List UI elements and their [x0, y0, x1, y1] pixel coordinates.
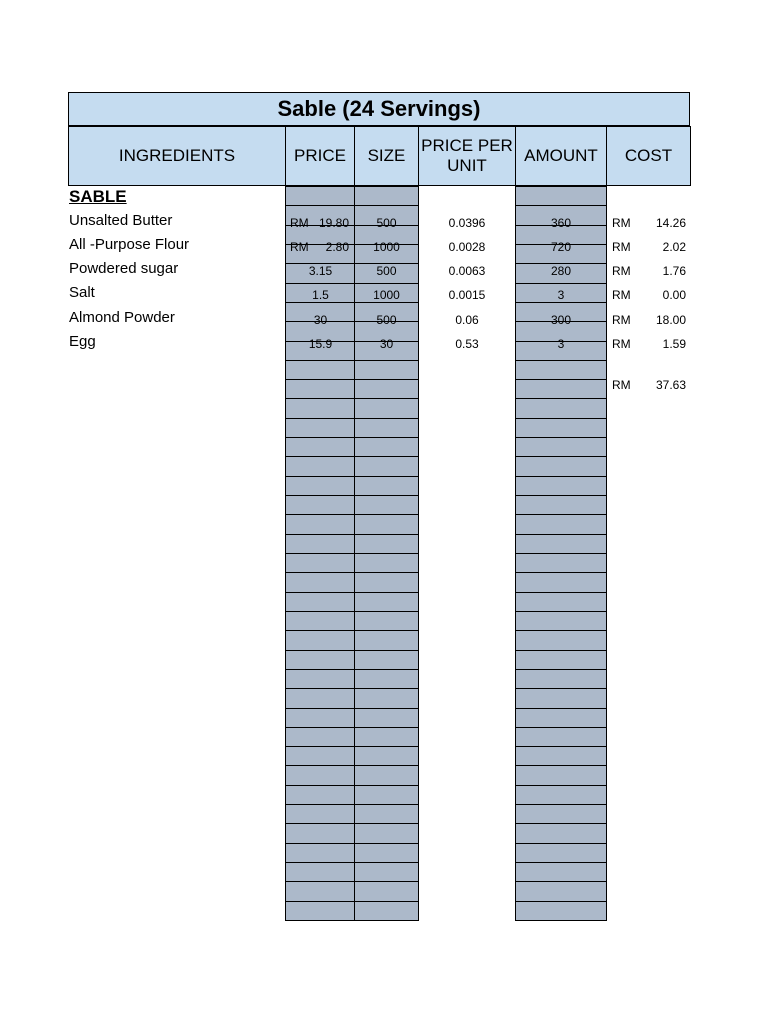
grid-hline — [515, 456, 607, 457]
cost-currency: RM — [612, 337, 631, 351]
grid-hline — [285, 843, 419, 844]
size-value: 1000 — [373, 288, 400, 302]
grid-hline — [515, 437, 607, 438]
price-per-unit-value: 0.53 — [455, 337, 479, 351]
cost-value: 14.26 — [655, 216, 686, 230]
grid-hline — [515, 746, 607, 747]
grid-hline — [515, 669, 607, 670]
amount-value: 3 — [557, 288, 565, 302]
grid-hline — [285, 476, 419, 477]
grid-hline — [515, 495, 607, 496]
header-ingredients: INGREDIENTS — [68, 126, 286, 186]
price-per-unit-value: 0.0028 — [448, 240, 486, 254]
grid-hline — [285, 186, 419, 187]
grid-hline — [515, 901, 607, 902]
grid-hline — [515, 534, 607, 535]
price-value: 1.5 — [312, 288, 329, 302]
grid-hline — [285, 283, 419, 284]
cost-value: 1.59 — [662, 337, 686, 351]
grid-hline — [285, 360, 419, 361]
grid-hline — [285, 765, 419, 766]
section-label: SABLE — [69, 187, 127, 206]
grid-hline — [285, 688, 419, 689]
grid-hline — [285, 650, 419, 651]
grid-hline — [285, 572, 419, 573]
grid-hline — [285, 437, 419, 438]
grid-hline — [285, 534, 419, 535]
size-value: 1000 — [373, 240, 400, 254]
ingredient-name: Almond Powder — [69, 309, 175, 326]
grid-hline — [285, 514, 419, 515]
header-price-per-unit — [418, 126, 516, 186]
grid-hline — [515, 804, 607, 805]
grid-hline — [285, 418, 419, 419]
grid-hline — [515, 398, 607, 399]
grid-hline — [515, 708, 607, 709]
amount-value: 300 — [550, 313, 572, 327]
grid-hline — [515, 785, 607, 786]
grid-hline — [515, 360, 607, 361]
grid-hline — [515, 379, 607, 380]
grid-hline — [515, 553, 607, 554]
cost-value: 18.00 — [655, 313, 686, 327]
amount-value: 720 — [550, 240, 572, 254]
grid-hline — [285, 669, 419, 670]
grid-hline — [515, 765, 607, 766]
grid-hline — [515, 881, 607, 882]
price-currency: RM — [290, 240, 309, 254]
price-value: 30 — [313, 313, 328, 327]
grid-hline — [515, 650, 607, 651]
grid-hline — [285, 746, 419, 747]
amount-value: 360 — [550, 216, 572, 230]
price-per-unit-value: 0.06 — [455, 313, 479, 327]
price-per-unit-value: 0.0063 — [448, 264, 486, 278]
grid-hline — [285, 823, 419, 824]
grid-hline — [515, 843, 607, 844]
ingredient-name: All -Purpose Flour — [69, 236, 190, 253]
header-price-per-unit-line1: PRICE PER — [421, 136, 513, 155]
size-value: 500 — [376, 313, 397, 327]
price-value: 3.15 — [308, 264, 333, 278]
grid-hline — [285, 398, 419, 399]
ingredient-name: Salt — [69, 284, 95, 301]
price-per-unit-value: 0.0015 — [448, 288, 486, 302]
grid-hline — [285, 630, 419, 631]
size-value: 500 — [376, 216, 397, 230]
grid-hline — [515, 205, 607, 206]
cost-value: 2.02 — [662, 240, 686, 254]
header-size: SIZE — [354, 126, 419, 186]
cost-value: 0.00 — [662, 288, 686, 302]
grid-hline — [285, 708, 419, 709]
grid-hline — [515, 476, 607, 477]
total-currency: RM — [612, 378, 631, 392]
ingredient-name: Unsalted Butter — [69, 212, 173, 229]
ingredient-name: Powdered sugar — [69, 260, 179, 277]
price-value: 15.9 — [308, 337, 333, 351]
grid-hline — [285, 862, 419, 863]
grid-hline — [285, 611, 419, 612]
amount-value: 280 — [550, 264, 572, 278]
cost-currency: RM — [612, 313, 631, 327]
grid-hline — [285, 785, 419, 786]
grid-hline — [515, 862, 607, 863]
grid-hline — [515, 418, 607, 419]
grid-hline — [515, 630, 607, 631]
grid-hline — [285, 804, 419, 805]
cost-currency: RM — [612, 264, 631, 278]
grid-hline — [515, 572, 607, 573]
header-amount: AMOUNT — [515, 126, 607, 186]
header-price-per-unit-line2: UNIT — [447, 156, 487, 175]
grid-hline — [515, 283, 607, 284]
price-value: 19.80 — [318, 216, 349, 230]
grid-hline — [515, 727, 607, 728]
grid-hline — [285, 727, 419, 728]
grid-hline — [515, 514, 607, 515]
cost-currency: RM — [612, 288, 631, 302]
grid-hline — [285, 920, 419, 921]
total-cost: 37.63 — [655, 378, 686, 392]
cost-currency: RM — [612, 240, 631, 254]
grid-hline — [515, 688, 607, 689]
cost-currency: RM — [612, 216, 631, 230]
grid-hline — [285, 495, 419, 496]
sheet-title: Sable (24 Servings) — [68, 92, 690, 126]
grid-hline — [285, 553, 419, 554]
grid-hline — [285, 205, 419, 206]
grid-hline — [285, 901, 419, 902]
ingredient-name: Egg — [69, 333, 96, 350]
grid-hline — [285, 881, 419, 882]
grid-hline — [285, 592, 419, 593]
header-cost: COST — [606, 126, 691, 186]
grid-hline — [515, 920, 607, 921]
price-per-unit-value: 0.0396 — [448, 216, 486, 230]
amount-value: 3 — [557, 337, 565, 351]
cost-value: 1.76 — [662, 264, 686, 278]
header-price: PRICE — [285, 126, 355, 186]
grid-hline — [285, 379, 419, 380]
grid-hline — [515, 186, 607, 187]
grid-hline — [515, 823, 607, 824]
grid-hline — [285, 456, 419, 457]
size-value: 500 — [376, 264, 397, 278]
size-value: 30 — [379, 337, 394, 351]
price-value: 2.80 — [325, 240, 349, 254]
grid-hline — [515, 592, 607, 593]
price-currency: RM — [290, 216, 309, 230]
grid-hline — [515, 611, 607, 612]
